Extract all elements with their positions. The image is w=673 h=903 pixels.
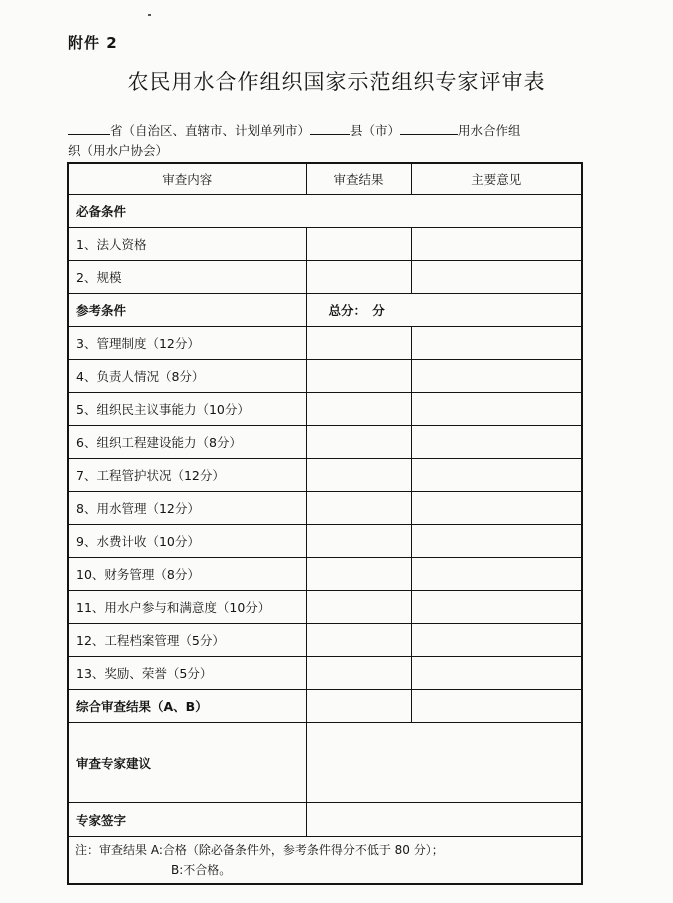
table-row [68, 624, 582, 657]
table-row [68, 393, 582, 426]
scan-speck [148, 14, 151, 16]
opinion-cell[interactable] [411, 360, 582, 393]
table-row [68, 558, 582, 591]
section-reference: 参考条件 [68, 294, 306, 327]
opinion-cell[interactable] [411, 228, 582, 261]
overall-opinion-cell[interactable] [411, 690, 582, 723]
result-cell[interactable] [306, 558, 411, 591]
location-fill-line [68, 121, 588, 161]
province-blank[interactable] [68, 121, 110, 135]
table-row [68, 591, 582, 624]
item-label: 5、组织民主议事能力（10分） [68, 393, 306, 426]
expert-advice-row [68, 723, 582, 803]
item-label: 10、财务管理（8分） [68, 558, 306, 591]
section-required-row [68, 195, 582, 228]
header-content: 审查内容 [68, 163, 306, 195]
result-cell[interactable] [306, 261, 411, 294]
opinion-cell[interactable] [411, 426, 582, 459]
result-cell[interactable] [306, 393, 411, 426]
item-label: 8、用水管理（12分） [68, 492, 306, 525]
opinion-cell[interactable] [411, 525, 582, 558]
note-row [68, 837, 582, 885]
result-cell[interactable] [306, 525, 411, 558]
opinion-cell[interactable] [411, 492, 582, 525]
expert-advice-cell[interactable] [306, 723, 582, 803]
overall-result-cell[interactable] [306, 690, 411, 723]
table-header-row [68, 163, 582, 195]
review-table [67, 162, 583, 885]
table-row [68, 459, 582, 492]
table-row [68, 525, 582, 558]
result-cell[interactable] [306, 228, 411, 261]
result-cell[interactable] [306, 492, 411, 525]
table-row [68, 360, 582, 393]
item-label: 11、用水户参与和满意度（10分） [68, 591, 306, 624]
table-row [68, 492, 582, 525]
opinion-cell[interactable] [411, 459, 582, 492]
table-row [68, 327, 582, 360]
expert-signature-cell[interactable] [306, 803, 582, 837]
province-label: 省（自治区、直辖市、计划单列市） [110, 123, 311, 138]
opinion-cell[interactable] [411, 261, 582, 294]
header-result: 审查结果 [306, 163, 411, 195]
table-row [68, 657, 582, 690]
opinion-cell[interactable] [411, 657, 582, 690]
header-opinion: 主要意见 [411, 163, 582, 195]
item-label: 3、管理制度（12分） [68, 327, 306, 360]
result-cell[interactable] [306, 459, 411, 492]
note-line-1: 注：审查结果 A:合格（除必备条件外，参考条件得分不低于 80 分）； [75, 843, 444, 857]
section-required: 必备条件 [68, 195, 582, 228]
item-label: 2、规模 [68, 261, 306, 294]
county-label: 县（市） [350, 123, 401, 138]
result-cell[interactable] [306, 657, 411, 690]
opinion-cell[interactable] [411, 624, 582, 657]
total-score[interactable]: 总分： 分 [306, 294, 582, 327]
table-row [68, 426, 582, 459]
attachment-label: 附件 2 [68, 34, 118, 52]
opinion-cell[interactable] [411, 558, 582, 591]
item-label: 4、负责人情况（8分） [68, 360, 306, 393]
result-cell[interactable] [306, 591, 411, 624]
table-row [68, 261, 582, 294]
overall-result-row [68, 690, 582, 723]
note-line-2: B:不合格。 [171, 863, 232, 877]
item-label: 13、奖励、荣誉（5分） [68, 657, 306, 690]
page-title: 农民用水合作组织国家示范组织专家评审表 [127, 70, 546, 94]
org-label-cont: 织（用水户协会） [68, 143, 169, 158]
expert-signature-label: 专家签字 [68, 803, 306, 837]
item-label: 7、工程管护状况（12分） [68, 459, 306, 492]
county-blank[interactable] [310, 121, 350, 135]
org-blank[interactable] [400, 121, 458, 135]
result-cell[interactable] [306, 624, 411, 657]
opinion-cell[interactable] [411, 393, 582, 426]
opinion-cell[interactable] [411, 591, 582, 624]
opinion-cell[interactable] [411, 327, 582, 360]
item-label: 6、组织工程建设能力（8分） [68, 426, 306, 459]
note [68, 837, 582, 885]
result-cell[interactable] [306, 360, 411, 393]
item-label: 12、工程档案管理（5分） [68, 624, 306, 657]
expert-advice-label: 审查专家建议 [68, 723, 306, 803]
table-row [68, 228, 582, 261]
section-reference-row [68, 294, 582, 327]
result-cell[interactable] [306, 426, 411, 459]
expert-signature-row [68, 803, 582, 837]
item-label: 9、水费计收（10分） [68, 525, 306, 558]
overall-result-label: 综合审查结果（A、B） [68, 690, 306, 723]
item-label: 1、法人资格 [68, 228, 306, 261]
org-label: 用水合作组 [458, 123, 521, 138]
result-cell[interactable] [306, 327, 411, 360]
